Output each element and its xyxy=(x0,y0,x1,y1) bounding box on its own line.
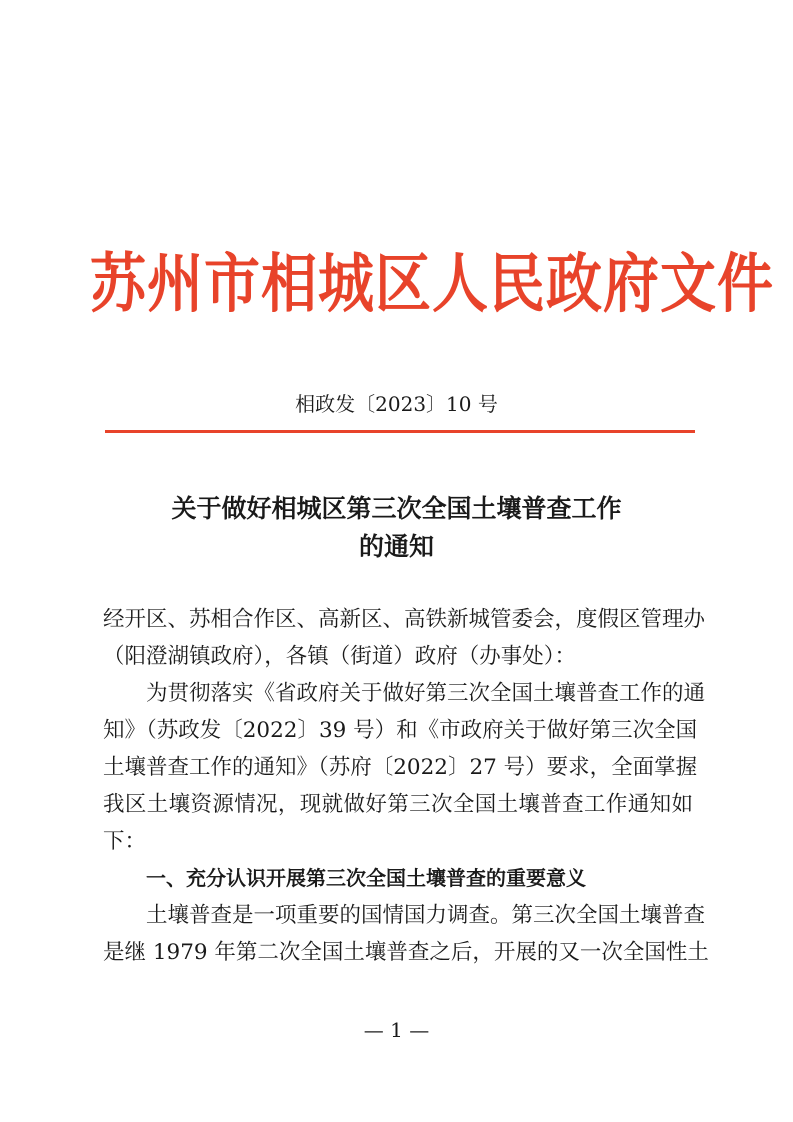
body-line: 下： xyxy=(103,829,147,854)
document-body xyxy=(103,601,709,971)
body-line: 土壤普查是一项重要的国情国力调查。第三次全国土壤普查 xyxy=(146,903,706,928)
page-number: — 1 — xyxy=(363,1018,430,1042)
issuer-header: 苏州市相城区人民政府文件 xyxy=(90,246,774,322)
document-number: 相政发〔2023〕10 号 xyxy=(295,392,498,416)
document-title xyxy=(100,490,693,566)
body-line: 为贯彻落实《省政府关于做好第三次全国土壤普查工作的通 xyxy=(146,681,706,706)
title-line-2: 的通知 xyxy=(358,532,434,561)
body-line: 是继 1979 年第二次全国土壤普查之后，开展的又一次全国性土 xyxy=(103,940,709,965)
body-line: 土壤普查工作的通知》（苏府〔2022〕27 号）要求，全面掌握 xyxy=(103,755,698,780)
body-line: 我区土壤资源情况，现就做好第三次全国土壤普查工作通知如 xyxy=(103,792,693,817)
section-heading: 一、充分认识开展第三次全国土壤普查的重要意义 xyxy=(146,866,586,890)
body-line: 经开区、苏相合作区、高新区、高铁新城管委会，度假区管理办 xyxy=(103,607,706,632)
title-line-1: 关于做好相城区第三次全国土壤普查工作 xyxy=(171,494,622,523)
body-line: 知》（苏政发〔2022〕39 号）和《市政府关于做好第三次全国 xyxy=(103,718,698,743)
body-line: （阳澄湖镇政府），各镇（街道）政府（办事处）： xyxy=(103,644,577,669)
red-divider-line xyxy=(105,430,695,433)
